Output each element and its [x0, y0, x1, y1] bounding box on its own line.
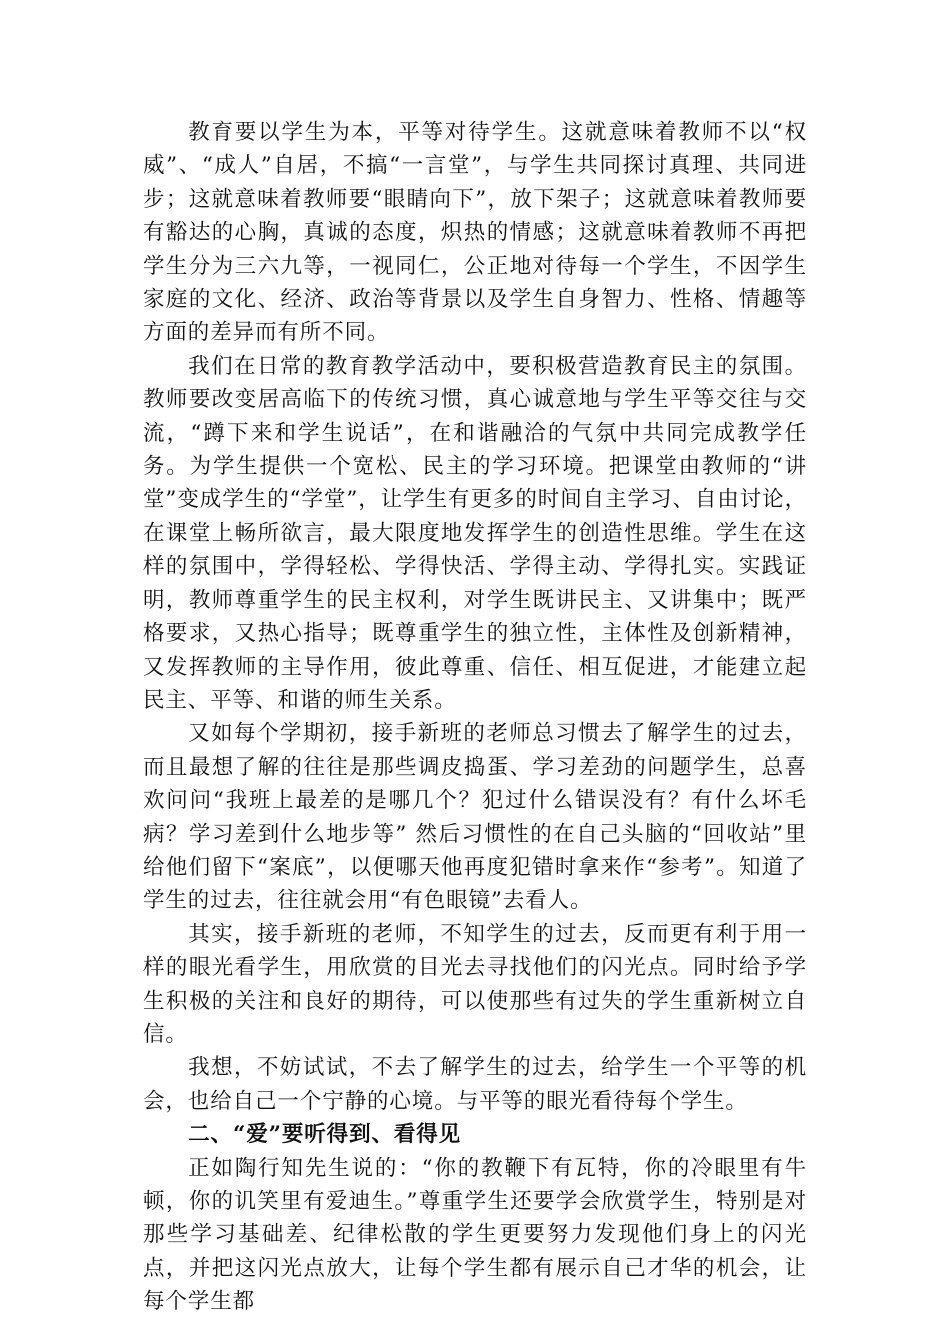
- paragraph-6: 正如陶行知先生说的：“你的教鞭下有瓦特，你的冷眼里有牛顿，你的讥笑里有爱迪生。”尊重学生还要学会欣赏学生，特别是对那些学习基础差、纪律松散的学生更要努力发现他们身上的闪光点，并把这闪光点放大，让每个学生都有展示自己才华的机会，让每个学生都: [143, 1155, 807, 1315]
- section-heading: 二、“爱”要听得到、看得见: [188, 1122, 462, 1148]
- paragraph-2: 我们在日常的教育教学活动中，要积极营造教育民主的氛围。教师要改变居高临下的传统习惯，真心诚意地与学生平等交往与交流，“蹲下来和学生说话”，在和谐融洽的气氛中共同完成教学任务。为学生提供一个宽松、民主的学习环境。把课堂由教师的“讲堂”变成学生的“学堂”，让学生有更多的时间自主学习、自由讨论，在课堂上畅所欲言，最大限度地发挥学生的创造性思维。学生在这样的氛围中，学得轻松、学得快活、学得主动、学得扎实。实践证明，教师尊重学生的民主权利，对学生既讲民主、又讲集中；既严格要求，又热心指导；既尊重学生的独立性，主体性及创新精神，又发挥教师的主导作用，彼此尊重、信任、相互促进，才能建立起民主、平等、和谐的师生关系。: [143, 353, 807, 713]
- paragraph-4: 其实，接手新班的老师，不知学生的过去，反而更有利于用一样的眼光看学生，用欣赏的目光去寻找他们的闪光点。同时给予学生积极的关注和良好的期待，可以使那些有过失的学生重新树立自信。: [143, 921, 807, 1047]
- paragraph-5: 我想，不妨试试，不去了解学生的过去，给学生一个平等的机会，也给自己一个宁静的心境。与平等的眼光看待每个学生。: [143, 1055, 807, 1114]
- document-page: [143, 116, 807, 1319]
- paragraph-1: 教育要以学生为本，平等对待学生。这就意味着教师不以“权威”、“成人”自居，不搞“一言堂”，与学生共同探讨真理、共同进步；这就意味着教师要“眼睛向下”，放下架子；这就意味着教师要有豁达的心胸，真诚的态度，炽热的情感；这就意味着教师不再把学生分为三六九等，一视同仁，公正地对待每一个学生，不因学生家庭的文化、经济、政治等背景以及学生自身智力、性格、情趣等方面的差异而有所不同。: [143, 120, 807, 346]
- paragraph-3: 又如每个学期初，接手新班的老师总习惯去了解学生的过去，而且最想了解的往往是那些调皮捣蛋、学习差劲的问题学生，总喜欢问问“我班上最差的是哪几个？犯过什么错误没有？有什么坏毛病？学习差到什么地步等” 然后习惯性的在自己头脑的“回收站”里给他们留下“案底”，以便哪天他再度犯错时拿来作“参考”。知道了学生的过去，往往就会用“有色眼镜”去看人。: [143, 721, 807, 914]
